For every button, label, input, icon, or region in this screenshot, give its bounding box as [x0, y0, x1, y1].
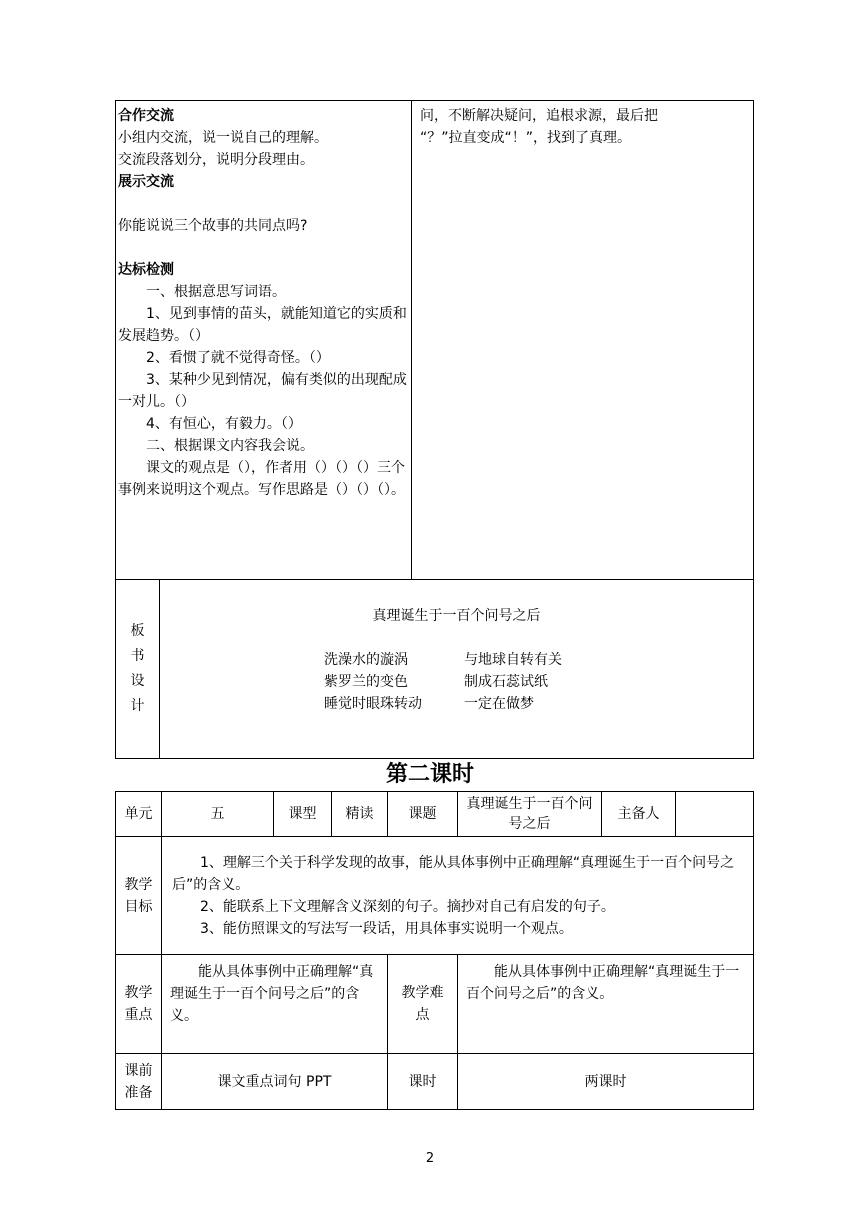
key-label: 教学重点 — [116, 955, 162, 1054]
activity-line — [118, 193, 409, 215]
goals-cell — [162, 837, 754, 955]
activity-line: 展示交流 — [118, 174, 174, 190]
board-label-char: 计 — [130, 698, 145, 714]
goal-item: 3、能仿照课文的写法写一段话，用具体事实说明一个观点。 — [200, 920, 573, 937]
board-label-char: 设 — [130, 673, 145, 689]
lesson2-table — [115, 791, 754, 1110]
activity-line: 3、某种少见到情况，偏有类似的出现配成一对儿。（） — [118, 372, 407, 410]
key-text-content: 能从具体事例中正确理解“真理诞生于一百个问号之后”的含义。 — [170, 964, 374, 1024]
board-row-left: 洗澡水的漩涡 — [324, 652, 408, 668]
board-cell — [160, 580, 754, 759]
lesson2-heading: 第二课时 — [385, 762, 474, 787]
prep-label: 课前准备 — [116, 1054, 162, 1110]
hours-value: 两课时 — [458, 1054, 754, 1110]
key-text — [162, 955, 388, 1054]
difficulty-text — [458, 955, 754, 1054]
difficulty-label: 教学难点 — [388, 955, 458, 1054]
activity-line: 课文的观点是（），作者用（）（）（）三个事例来说明这个观点。写作思路是（）（）（）。 — [118, 460, 405, 498]
prep-value: 课文重点词句 PPT — [162, 1054, 388, 1110]
host-value — [676, 792, 754, 837]
goals-list — [172, 852, 743, 940]
board-label-char: 板 — [130, 623, 145, 639]
board-label-char: 书 — [130, 648, 145, 664]
activity-line: 2、看惯了就不觉得奇怪。（） — [146, 350, 330, 366]
summary-line: “？”拉直变成“！”，找到了真理。 — [420, 130, 632, 146]
topic-label: 课题 — [388, 792, 458, 837]
summary-cell — [412, 101, 754, 580]
activity-line — [118, 237, 409, 259]
activity-cell — [116, 101, 412, 580]
activity-line: 达标检测 — [118, 262, 174, 278]
goal-item: 1、理解三个关于科学发现的故事，能从具体事例中正确理解“真理诞生于一百个问号之后”的含义。 — [172, 854, 735, 893]
board-row-left: 紫罗兰的变色 — [324, 674, 408, 690]
board-label — [116, 619, 159, 719]
hours-label: 课时 — [388, 1054, 458, 1110]
lesson1-table — [115, 100, 754, 759]
summary-line: 问，不断解决疑问，追根求源，最后把 — [420, 108, 658, 124]
unit-label: 单元 — [116, 792, 162, 837]
goals-label: 教学目标 — [116, 837, 162, 955]
activity-content — [118, 105, 409, 501]
board-row — [324, 671, 753, 693]
activity-line: 4、有恒心，有毅力。（） — [146, 416, 302, 432]
board-row — [324, 649, 753, 671]
board-row-right: 制成石蕊试纸 — [464, 674, 548, 690]
board-row-right: 与地球自转有关 — [464, 652, 562, 668]
board-row-left: 睡觉时眼珠转动 — [324, 696, 422, 712]
activity-line: 交流段落划分，说明分段理由。 — [118, 152, 314, 168]
activity-line: 二、根据课文内容我会说。 — [146, 438, 314, 454]
type-value: 精读 — [332, 792, 388, 837]
page-number: 2 — [425, 1151, 435, 1166]
summary-content — [420, 105, 749, 149]
host-label: 主备人 — [602, 792, 676, 837]
activity-line: 小组内交流，说一说自己的理解。 — [118, 130, 328, 146]
board-rows — [160, 649, 753, 715]
type-label: 课型 — [274, 792, 332, 837]
goal-item: 2、能联系上下文理解含义深刻的句子。摘抄对自己有启发的句子。 — [200, 898, 615, 915]
activity-line: 合作交流 — [118, 108, 174, 124]
board-row-right: 一定在做梦 — [464, 696, 534, 712]
topic-value: 真理诞生于一百个问号之后 — [458, 792, 602, 837]
board-title: 真理诞生于一百个问号之后 — [372, 608, 541, 624]
activity-line: 1、见到事情的苗头，就能知道它的实质和发展趋势。（） — [118, 306, 407, 344]
board-row — [324, 693, 753, 715]
activity-line: 你能说说三个故事的共同点吗? — [118, 218, 308, 234]
unit-value: 五 — [162, 792, 274, 837]
difficulty-text-content: 能从具体事例中正确理解“真理诞生于一百个问号之后”的含义。 — [466, 964, 740, 1002]
board-label-cell — [116, 580, 160, 759]
activity-line: 一、根据意思写词语。 — [146, 284, 286, 300]
